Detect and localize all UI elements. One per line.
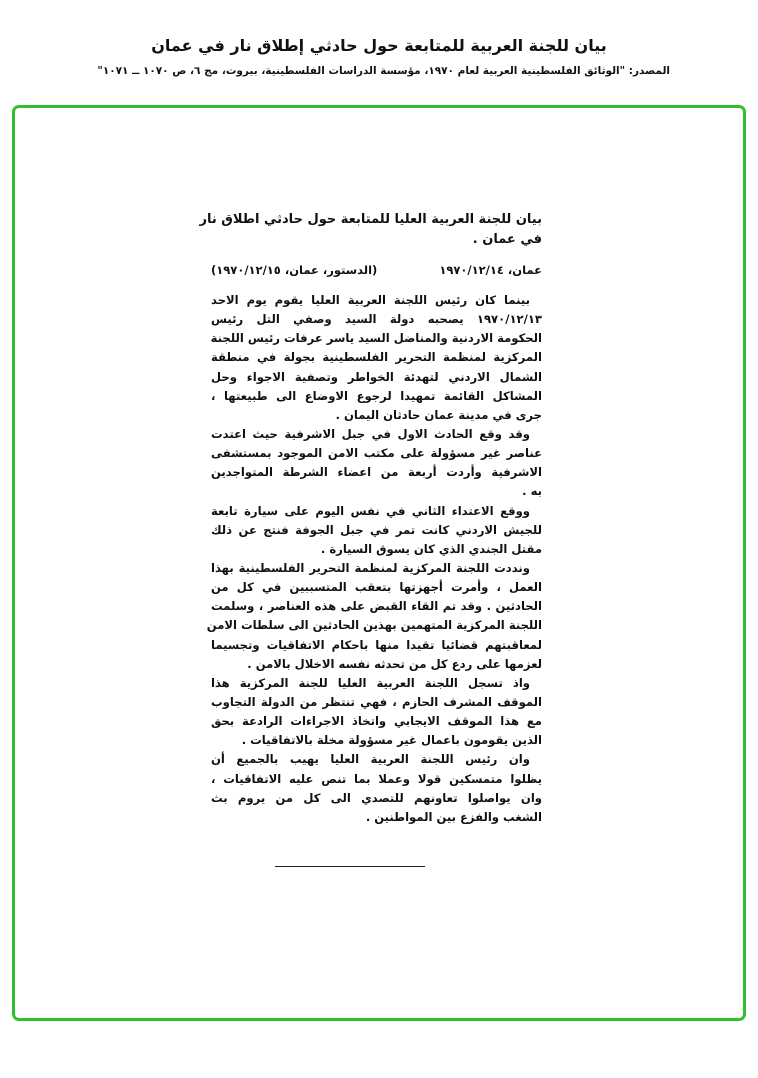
paragraph bbox=[211, 502, 542, 559]
paragraph-line: الحكومة الاردنية والمناضل السيد ياسر عرفات رئيس اللجنة bbox=[210, 331, 542, 346]
source-citation: المصدر: "الوثائق الفلسطينية العربية لعام ١٩٧٠، مؤسسة الدراسات الفلسطينية، بيروت، مج ٦، ص ١٠٧٠ ــ ١٠٧١" bbox=[97, 65, 670, 77]
document-title-line: بيان للجنة العربية العليا للمتابعة حول حادثي اطلاق نار bbox=[199, 212, 542, 227]
newspaper-source: (الدستور، عمان، ١٩٧٠/١٢/١٥) bbox=[211, 263, 378, 277]
paragraph-line: مقتل الجندي الذي كان يسوق السيارة . bbox=[320, 541, 542, 556]
paragraph-line: اللجنة المركزية المتهمين بهذين الحادثين الى سلطات الامن bbox=[206, 618, 542, 633]
end-divider bbox=[275, 866, 425, 867]
dateline bbox=[211, 263, 542, 278]
paragraph-line: به . bbox=[522, 484, 542, 499]
paragraph-line: الشغب والفزع بين المواطنين . bbox=[365, 809, 542, 824]
paragraph-line: الاشرفية وأردت أربعة من اعضاء الشرطة المتواجدين bbox=[211, 465, 542, 480]
paragraph-line: المشاكل القائمة تمهيدا لرجوع الاوضاع الى طبيعتها ، bbox=[211, 388, 542, 403]
paragraph-line: وقد وقع الحادث الاول في جبل الاشرفية حيث اعتدت bbox=[211, 426, 530, 441]
paragraph-line: عناصر غير مسؤولة على مكتب الامن الموجود بمستشفى bbox=[211, 446, 542, 461]
page-title: بيان للجنة العربية للمتابعة حول حادثي إطلاق نار في عمان bbox=[151, 36, 607, 55]
paragraph-line: مع هذا الموقف الايجابي واتخاذ الاجراءات الرادعة بحق bbox=[211, 714, 542, 729]
paragraph-line: ١٩٧٠/١٢/١٣ يصحبه دولة السيد وصفي التل رئيس bbox=[211, 312, 542, 327]
paragraph-line: الشمال الاردني لتهدئة الخواطر وتصفية الاجواء وحل bbox=[211, 369, 542, 384]
paragraph-line: ووقع الاعتداء الثاني في نفس اليوم على سيارة تابعة bbox=[211, 503, 530, 518]
paragraph-line: للجيش الاردني كانت تمر في جبل الجوفة فنتج عن ذلك bbox=[211, 522, 542, 537]
paragraph-line: ونددت اللجنة المركزية لمنظمة التحرير الفلسطينية بهذا bbox=[211, 560, 530, 575]
paragraph bbox=[211, 291, 542, 425]
place-date: عمان، ١٩٧٠/١٢/١٤ bbox=[439, 263, 542, 277]
paragraph bbox=[211, 750, 542, 827]
paragraph-line: العمل ، وأمرت أجهزتها بتعقب المتسببين في كل من bbox=[211, 580, 542, 595]
paragraph bbox=[206, 559, 542, 674]
paragraph bbox=[211, 674, 542, 751]
paragraph-line: واذ تسجل اللجنة العربية العليا للجنة المركزية هذا bbox=[211, 675, 530, 690]
paragraph-line: وان يواصلوا تعاونهم للتصدي الى كل من يروم بث bbox=[211, 790, 542, 805]
paragraph-line: الحادثين . وقد تم القاء القبض على هذه العناصر ، وسلمت bbox=[211, 599, 542, 614]
paragraph-line: المركزية لمنظمة التحرير الفلسطينية بجولة في منطقة bbox=[211, 350, 542, 365]
paragraph-line: لعزمها على ردع كل من تحدثه نفسه الاخلال بالامن . bbox=[247, 656, 542, 671]
document-title bbox=[199, 210, 542, 250]
paragraph-line: بينما كان رئيس اللجنة العربية العليا يقوم يوم الاحد bbox=[211, 293, 530, 307]
paragraph-line: وان رئيس اللجنة العربية العليا يهيب بالجميع أن bbox=[211, 752, 530, 767]
paragraph-line: جرى في مدينة عمان حادثان اليمان . bbox=[335, 407, 542, 422]
document-title-line: في عمان . bbox=[472, 232, 542, 247]
document-body bbox=[206, 291, 542, 827]
paragraph-line: الموقف المشرف الحازم ، فهي تنتظر من الدولة التجاوب bbox=[211, 694, 542, 709]
paragraph-line: الذين يقومون باعمال غير مسؤولة مخلة بالاتفاقيات . bbox=[241, 733, 542, 748]
paragraph-line: يظلوا متمسكين قولا وعملا بما تنص عليه الاتفاقيات ، bbox=[211, 771, 542, 786]
paragraph bbox=[211, 425, 542, 502]
paragraph-line: لمعاقبتهم قضائيا تقيدا منها باحكام الاتفاقيات وتجسيما bbox=[211, 637, 542, 652]
